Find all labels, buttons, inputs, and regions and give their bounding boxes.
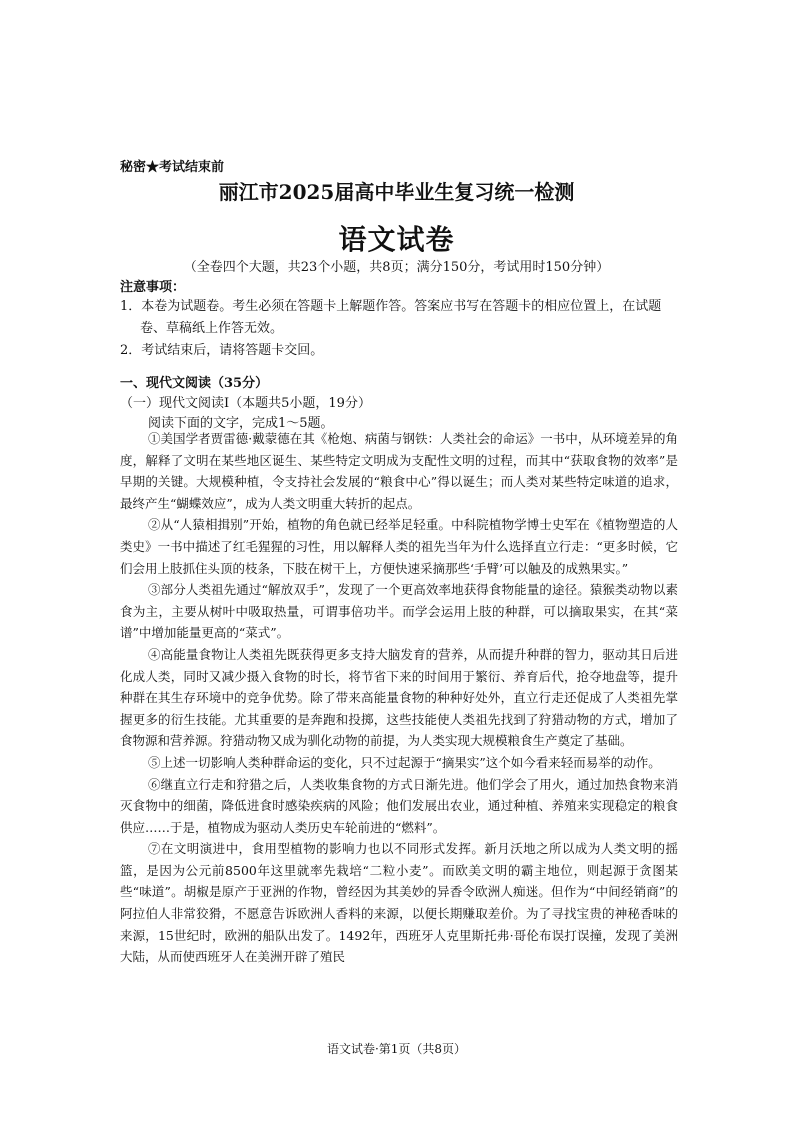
exam-title: 丽江市2025届高中毕业生复习统一检测	[218, 180, 575, 204]
passage-paragraph: ①美国学者贾雷德·戴蒙德在其《枪炮、病菌与钢铁：人类社会的命运》一书中，从环境差异的角度，解释了文明在某些地区诞生、某些特定文明成为支配性文明的过程，而其中“获取食物的效率”是早期的关键。大规模种植，令支持社会发展的“粮食中心”得以诞生；而人类对某些特定味道的追求，最终产生“蝴蝶效应”，成为人类文明重大转折的起点。	[120, 431, 678, 511]
passage-paragraph: ⑥继直立行走和狩猎之后，人类收集食物的方式日渐先进。他们学会了用火，通过加热食物来消灭食物中的细菌，降低进食时感染疾病的风险；他们发展出农业，通过种植、养殖来实现稳定的粮食供应……于是，植物成为驱动人类历史车轮前进的“燃料”。	[120, 776, 678, 835]
notice-item: 2．考试结束后，请将答题卡交回。	[120, 343, 324, 358]
section-heading: 一、现代文阅读（35分）	[120, 376, 269, 391]
passage-paragraph: ⑤上述一切影响人类种群命运的变化，只不过起源于“摘果实”这个如今看来轻而易举的动作。	[148, 754, 661, 770]
notice-list	[120, 296, 680, 362]
passage-paragraph: ⑦在文明演进中，食用型植物的影响力也以不同形式发挥。新月沃地之所以成为人类文明的摇篮，是因为公元前8500年这里就率先栽培“二粒小麦”。而欧美文明的霸主地位，则起源于贪图某些“味道”。胡椒是原产于亚洲的作物，曾经因为其美妙的异香令欧洲人痴迷。但作为“中间经销商”的阿拉伯人非常狡猾，不愿意告诉欧洲人香料的来源，以便长期赚取差价。为了寻找宝贵的神秘香味的来源，15世纪时，欧洲的船队出发了。1492年，西班牙人克里斯托弗·哥伦布误打误撞，发现了美洲大陆，从而使西班牙人在美洲开辟了殖民	[120, 841, 678, 965]
notice-heading: 注意事项：	[120, 280, 186, 295]
passage-paragraph: ④高能量食物让人类祖先既获得更多支持大脑发育的营养，从而提升种群的智力，驱动其日后进化成人类，同时又减少摄入食物的时长，将节省下来的时间用于繁衍、养育后代，抢夺地盘等，提升种群在其生存环境中的竞争优势。除了带来高能量食物的种种好处外，直立行走还促成了人类祖先掌握更多的衍生技能。尤其重要的是奔跑和投掷，这些技能使人类祖先找到了狩猎动物的方式，增加了食物源和营养源。狩猎动物又成为驯化动物的前提，为人类实现大规模粮食生产奠定了基础。	[120, 646, 678, 749]
reading-passage	[120, 428, 678, 968]
section-subheading: （一）现代文阅读Ⅰ（本题共5小题，19分）	[120, 396, 371, 411]
confidential-label: 秘密★考试结束前	[120, 160, 225, 175]
passage-paragraph: ③部分人类祖先通过“解放双手”，发现了一个更高效率地获得食物能量的途径。猿猴类动物以素食为主，主要从树叶中吸取热量，可谓事倍功半。而学会运用上肢的种群，可以摘取果实，在其“菜谱”中增加能量更高的“菜式”。	[120, 582, 678, 641]
notice-item: 1．本卷为试题卷。考生必须在答题卡上解题作答。答案应书写在答题卡的相应位置上，在试题卷、草稿纸上作答无效。	[120, 299, 662, 336]
reading-instruction: 阅读下面的文字，完成1～5题。	[148, 416, 334, 431]
page-footer: 语文试卷·第1页（共8页）	[326, 1042, 467, 1056]
paper-subject-title: 语文试卷	[338, 223, 455, 256]
passage-paragraph: ②从“人猿相揖别”开始，植物的角色就已经举足轻重。中科院植物学博士史军在《植物塑造的人类史》一书中描述了红毛猩猩的习性，用以解释人类的祖先当年为什么选择直立行走：“更多时候，它们会用上肢抓住头顶的枝条，下肢在树干上，方便快速采摘那些‘手臂’可以触及的成熟果实。”	[120, 517, 678, 576]
exam-info: （全卷四个大题，共23个小题，共8页；满分150分，考试用时150分钟）	[183, 260, 610, 275]
